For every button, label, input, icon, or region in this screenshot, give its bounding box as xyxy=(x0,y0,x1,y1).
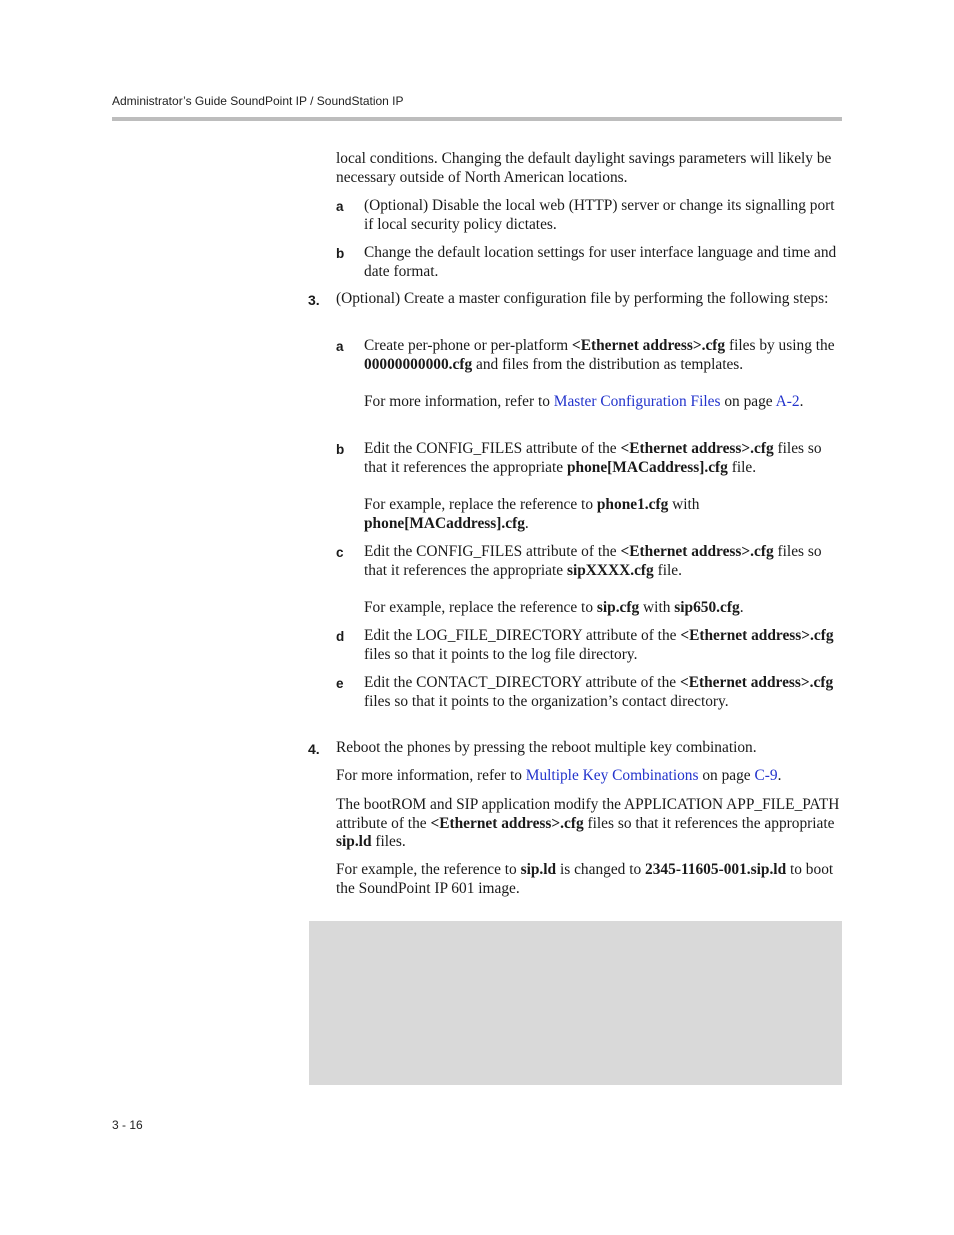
step-2b-text: Change the default location settings for user interface language and time and date format. xyxy=(364,244,837,280)
step-2a-text: (Optional) Disable the local web (HTTP) server or change its signalling port if local security policy dictates. xyxy=(364,197,835,233)
step-4-marker: 4. xyxy=(308,741,320,757)
multiple-key-combinations-link[interactable]: Multiple Key Combinations xyxy=(525,767,699,784)
page-c9-link[interactable]: C-9 xyxy=(754,767,778,784)
header-rule xyxy=(112,117,842,121)
page-a2-link[interactable]: A-2 xyxy=(775,393,800,410)
step-3d-marker: d xyxy=(336,629,345,644)
step-3-text: (Optional) Create a master configuration file by performing the following steps: xyxy=(336,290,829,307)
step-3a-text: Create per-phone or per-platform <Ethernet address>.cfg files by using the 00000000000.cfg and files from the distribution as templates. xyxy=(364,337,835,373)
intro-paragraph: local conditions. Changing the default daylight savings parameters will likely be necessary outside of North American locations. xyxy=(336,150,832,186)
step-4-text: Reboot the phones by pressing the reboot multiple key combination. xyxy=(336,739,757,756)
step-3c-text: Edit the CONFIG_FILES attribute of the <Ethernet address>.cfg files so that it references the appropriate sipXXXX.cfg file. xyxy=(364,543,822,579)
note-box xyxy=(309,921,842,1085)
step-3e-text: Edit the CONTACT_DIRECTORY attribute of the <Ethernet address>.cfg files so that it points to the organization’s contact directory. xyxy=(364,674,834,710)
step-3b-text: Edit the CONFIG_FILES attribute of the <Ethernet address>.cfg files so that it references the appropriate phone[MACaddress].cfg file. xyxy=(364,440,822,476)
master-configuration-files-link[interactable]: Master Configuration Files xyxy=(553,393,721,410)
step-4-example-paragraph: For example, the reference to sip.ld is changed to 2345-11605-001.sip.ld to boot the SoundPoint IP 601 image. xyxy=(336,861,834,897)
step-3c-example: For example, replace the reference to sip.cfg with sip650.cfg. xyxy=(364,599,744,616)
running-header: Administrator’s Guide SoundPoint IP / SoundStation IP xyxy=(112,94,404,108)
step-2a-marker: a xyxy=(336,199,344,214)
step-2b-marker: b xyxy=(336,246,345,261)
step-3a-marker: a xyxy=(336,339,344,354)
step-3b-marker: b xyxy=(336,442,345,457)
step-3a-more-info: For more information, refer to Master Configuration Files on page A-2. xyxy=(364,393,804,410)
step-3-marker: 3. xyxy=(308,292,320,308)
step-3e-marker: e xyxy=(336,676,344,691)
step-4-bootrom-paragraph: The bootROM and SIP application modify the APPLICATION APP_FILE_PATH attribute of the <Ethernet address>.cfg files so that it references the appropriate sip.ld files. xyxy=(336,796,840,850)
page-number: 3 - 16 xyxy=(112,1118,143,1132)
step-3c-marker: c xyxy=(336,545,344,560)
step-3d-text: Edit the LOG_FILE_DIRECTORY attribute of the <Ethernet address>.cfg files so that it points to the log file directory. xyxy=(364,627,834,663)
step-4-more-info: For more information, refer to Multiple Key Combinations on page C-9. xyxy=(336,767,782,784)
step-3b-example: For example, replace the reference to phone1.cfg with phone[MACaddress].cfg. xyxy=(364,496,700,532)
